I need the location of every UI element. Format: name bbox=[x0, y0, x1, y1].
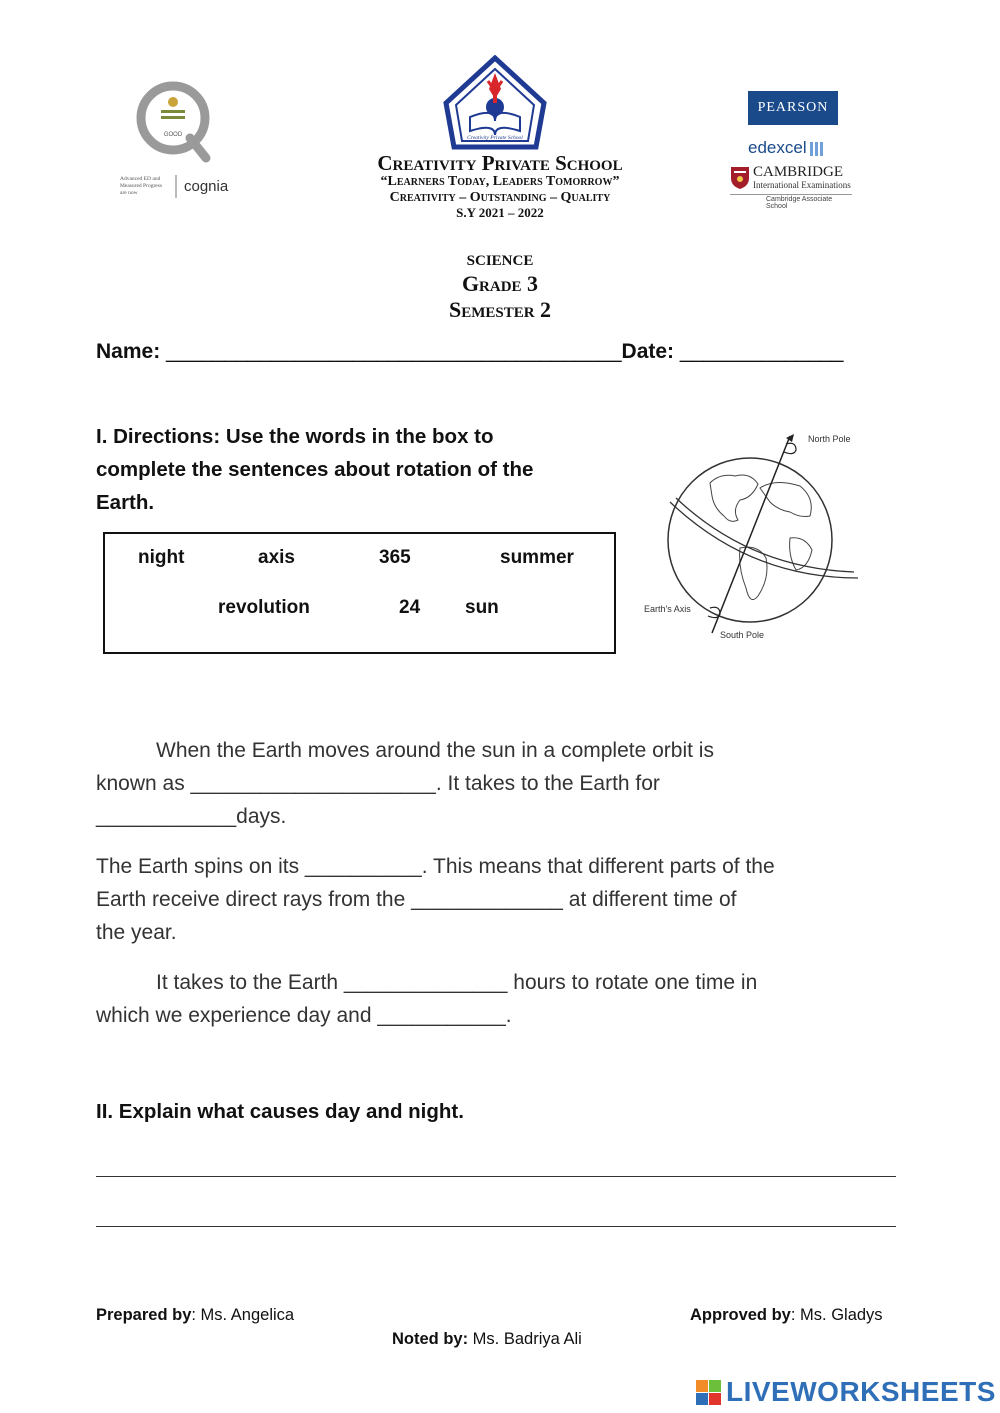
school-year: S.Y 2021 – 2022 bbox=[456, 205, 544, 220]
south-pole-label: South Pole bbox=[720, 630, 765, 640]
svg-text:Advanced ED and: Advanced ED and bbox=[120, 176, 161, 182]
date-label: Date: bbox=[621, 340, 680, 363]
school-values: Creativity – Outstanding – Quality bbox=[389, 190, 611, 205]
answer-line[interactable] bbox=[96, 1226, 896, 1227]
earth-axis-label: Earth's Axis bbox=[644, 604, 691, 614]
svg-text:are now: are now bbox=[120, 190, 138, 196]
grade-title: Grade 3 bbox=[461, 271, 539, 296]
accreditation-logos bbox=[118, 80, 258, 210]
globe-icon bbox=[668, 458, 858, 622]
exam-board-logos: PEARSON edexcel CAMBRIDGE International Examinations Cambridge Associate School bbox=[728, 88, 853, 208]
subject-header bbox=[350, 245, 650, 323]
word-bank-item: 24 bbox=[399, 597, 421, 618]
answer-line[interactable] bbox=[96, 1176, 896, 1177]
paragraph-revolution: When the Earth moves around the sun in a complete orbit is known as _____________________. It takes to the Earth for ____________days. bbox=[96, 739, 714, 828]
word-bank-item: 365 bbox=[379, 547, 411, 568]
semester-title: Semester 2 bbox=[448, 297, 552, 322]
school-name: Creativity Private School bbox=[377, 151, 623, 175]
pearson-logo: PEARSON bbox=[748, 91, 838, 125]
approved-by: Approved by: Ms. Gladys bbox=[690, 1306, 883, 1324]
word-bank-item: sun bbox=[465, 597, 499, 618]
paragraph-axis: The Earth spins on its __________. This means that different parts of the Earth receive direct rays from the _____________ at different time of the year. bbox=[96, 855, 775, 944]
word-bank-item: summer bbox=[500, 547, 574, 568]
word-bank-item: night bbox=[138, 547, 185, 568]
school-crest-logo bbox=[440, 55, 550, 155]
subject-title: science bbox=[466, 245, 534, 270]
name-date-row bbox=[96, 340, 843, 364]
earth-rotation-diagram bbox=[640, 428, 865, 648]
quality-badge-icon bbox=[141, 86, 206, 158]
school-motto: “Learners Today, Leaders Tomorrow” bbox=[380, 174, 620, 189]
edexcel-logo: edexcel bbox=[748, 138, 824, 158]
name-label: Name: bbox=[96, 340, 167, 363]
word-bank-item: revolution bbox=[218, 597, 310, 618]
cognia-logo: cognia bbox=[184, 178, 229, 195]
noted-by: Noted by: Ms. Badriya Ali bbox=[392, 1330, 582, 1348]
svg-text:Measured Progress: Measured Progress bbox=[120, 183, 163, 189]
section1-directions: I. Directions: Use the words in the box to complete the sentences about rotation of the Earth. bbox=[96, 425, 534, 514]
liveworksheets-icon bbox=[696, 1380, 722, 1406]
cambridge-shield-icon bbox=[730, 166, 750, 190]
name-field[interactable]: _______________________________________ bbox=[166, 340, 622, 363]
school-header bbox=[300, 152, 700, 220]
paragraph-rotation: It takes to the Earth ______________ hours to rotate one time in which we experience day and ___________. bbox=[96, 971, 758, 1027]
prepared-by: Prepared by: Ms. Angelica bbox=[96, 1306, 295, 1324]
word-bank-box bbox=[103, 532, 616, 654]
svg-text:Creativity Private School: Creativity Private School bbox=[467, 135, 523, 141]
date-field[interactable]: ______________ bbox=[679, 340, 844, 363]
north-pole-label: North Pole bbox=[808, 434, 851, 444]
liveworksheets-watermark[interactable]: LIVEWORKSHEETS bbox=[696, 1376, 996, 1410]
word-bank-item: axis bbox=[258, 547, 295, 568]
section2-title: II. Explain what causes day and night. bbox=[96, 1100, 464, 1123]
svg-text:GOOD: GOOD bbox=[163, 132, 183, 138]
